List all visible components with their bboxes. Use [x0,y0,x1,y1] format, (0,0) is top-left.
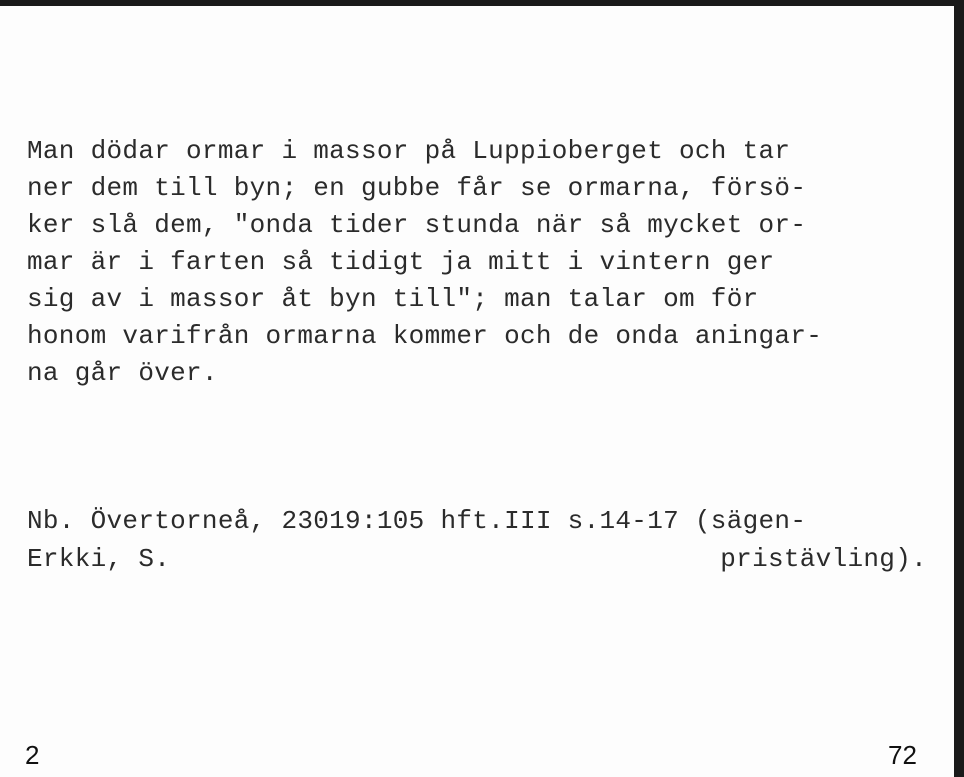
page-number-left: 2 [25,740,40,770]
text-line: Man dödar ormar i massor på Luppioberget och tar [27,136,791,166]
text-line: ker slå dem, "onda tider stunda när så mycket or- [27,210,807,240]
source-row-1 [27,502,927,540]
text-line: ner dem till byn; en gubbe får se ormarna, försö- [27,173,807,203]
source-citation: Nb. Övertorneå, 23019:105 hft.III s.14-17 (sägen- [27,506,807,536]
source-reference [27,502,927,578]
text-line: na går över. [27,358,218,388]
text-line: mar är i farten så tidigt ja mitt i vintern ger [27,247,775,277]
page-number-right: 72 [888,740,917,770]
text-line: sig av i massor åt byn till"; man talar om för [27,284,759,314]
legend-text [27,133,927,392]
collector-name: Erkki, S. [27,544,171,574]
source-row-2 [27,540,927,578]
source-continuation: pristävling). [720,544,927,574]
card-right-edge [954,0,964,777]
text-line: honom varifrån ormarna kommer och de onda aningar- [27,321,823,351]
